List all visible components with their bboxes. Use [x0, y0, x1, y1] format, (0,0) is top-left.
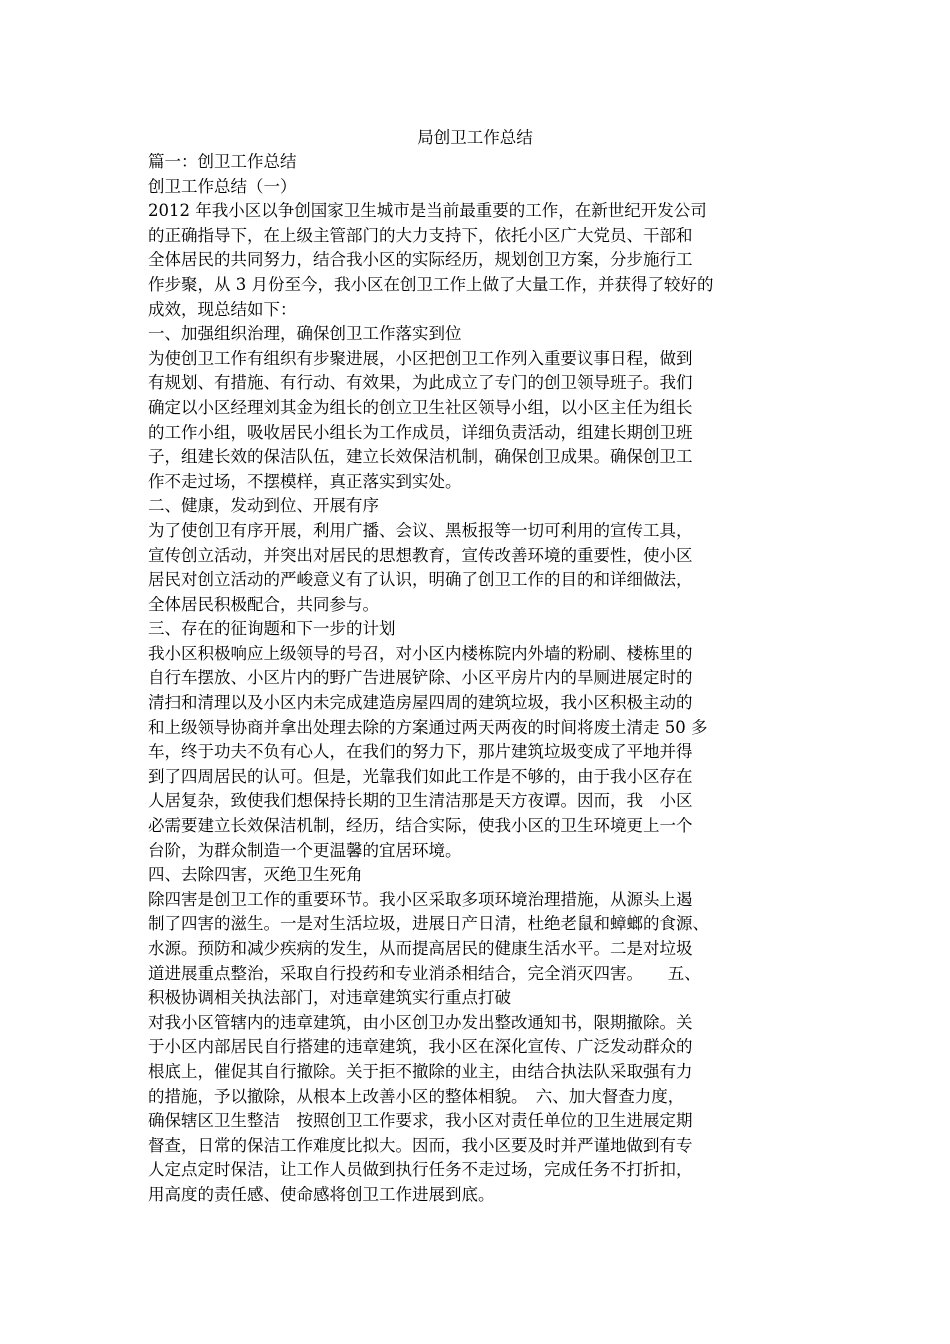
text-line: 篇一：创卫工作总结 [148, 152, 297, 171]
text-line: 清扫和清理以及小区内未完成建造房屋四周的建筑垃圾，我小区积极主动的 [148, 693, 693, 713]
text-line: 我小区积极响应上级领导的号召，对小区内楼栋院内外墙的粉刷、楼栋里的 [148, 643, 693, 663]
text-line: 积极协调相关执法部门，对违章建筑实行重点打破 [148, 988, 511, 1008]
text-line: 对我小区管辖内的违章建筑，由小区创卫办发出整改通知书，限期撤除。关 [148, 1012, 693, 1032]
text-line: 人定点定时保洁，让工作人员做到执行任务不走过场，完成任务不打折扣， [148, 1160, 693, 1180]
text-line: 人居复杂，致使我们想保持长期的卫生清洁那是天方夜谭。因而，我 小区 [148, 791, 693, 811]
text-line: 子，组建长效的保洁队伍，建立长效保洁机制，确保创卫成果。确保创卫工 [148, 447, 693, 467]
text-line: 四、去除四害，灭绝卫生死角 [148, 865, 363, 885]
text-line: 作步聚，从 3 月份至今，我小区在创卫工作上做了大量工作，并获得了较好的 [148, 274, 714, 294]
text-line: 的正确指导下，在上级主管部门的大力支持下，依托小区广大党员、干部和 [148, 225, 693, 245]
text-line: 三、存在的征询题和下一步的计划 [148, 619, 396, 639]
text-line: 全体居民积极配合，共同参与。 [148, 594, 379, 614]
text-line: 自行车摆放、小区片内的野广告进展铲除、小区平房片内的旱厕进展定时的 [148, 668, 693, 688]
text-line: 于小区内部居民自行搭建的违章建筑，我小区在深化宣传、广泛发动群众的 [148, 1037, 693, 1057]
text-line: 成效，现总结如下： [148, 299, 297, 319]
text-line: 根底上，催促其自行撤除。关于拒不撤除的业主，由结合执法队采取强有力 [148, 1061, 693, 1081]
text-line: 和上级领导协商并拿出处理去除的方案通过两天两夜的时间将废土清走 50 多 [148, 717, 708, 737]
text-line: 2012 年我小区以争创国家卫生城市是当前最重要的工作，在新世纪开发公司 [148, 201, 707, 221]
text-line: 到了四周居民的认可。但是，光靠我们如此工作是不够的，由于我小区存在 [148, 766, 693, 786]
text-line: 确保辖区卫生整洁 按照创卫工作要求，我小区对责任单位的卫生进展定期 [148, 1111, 693, 1131]
text-line: 有规划、有措施、有行动、有效果，为此成立了专门的创卫领导班子。我们 [148, 373, 693, 393]
text-line: 必需要建立长效保洁机制，经历，结合实际，使我小区的卫生环境更上一个 [148, 816, 693, 836]
text-line: 制了四害的滋生。一是对生活垃圾，进展日产日清，杜绝老鼠和蟑螂的食源、 [148, 914, 709, 934]
text-line: 宣传创立活动，并突出对居民的思想教育，宣传改善环境的重要性，使小区 [148, 545, 693, 565]
text-line: 车，终于功夫不负有心人，在我们的努力下，那片建筑垃圾变成了平地并得 [148, 742, 693, 762]
document-title: 局创卫工作总结 [417, 128, 533, 147]
text-line: 为使创卫工作有组织有步聚进展，小区把创卫工作列入重要议事日程，做到 [148, 348, 693, 368]
text-line: 的措施，予以撤除，从根本上改善小区的整体相貌。 六、加大督查力度， [148, 1086, 685, 1106]
text-line: 督查，日常的保洁工作难度比拟大。因而，我小区要及时并严谨地做到有专 [148, 1135, 693, 1155]
text-line: 全体居民的共同努力，结合我小区的实际经历，规划创卫方案，分步施行工 [148, 250, 693, 270]
text-line: 作不走过场，不摆模样，真正落实到实处。 [148, 471, 462, 491]
text-line: 一、加强组织治理，确保创卫工作落实到位 [148, 324, 462, 344]
text-line: 确定以小区经理刘其金为组长的创立卫生社区领导小组，以小区主任为组长 [148, 397, 693, 417]
text-line: 用高度的责任感、使命感将创卫工作进展到底。 [148, 1184, 495, 1204]
text-line: 二、健康，发动到位、开展有序 [148, 496, 379, 516]
text-line: 台阶，为群众制造一个更温馨的宜居环境。 [148, 840, 462, 860]
text-line: 除四害是创卫工作的重要环节。我小区采取多项环境治理措施，从源头上遏 [148, 889, 693, 909]
text-line: 道进展重点整治，采取自行投药和专业消杀相结合，完全消灭四害。 五、 [148, 963, 701, 983]
text-line: 创卫工作总结（一） [148, 176, 297, 196]
text-line: 居民对创立活动的严峻意义有了认识，明确了创卫工作的目的和详细做法， [148, 570, 693, 590]
document-body [148, 150, 804, 1208]
text-line: 水源。预防和减少疾病的发生，从而提高居民的健康生活水平。二是对垃圾 [148, 939, 693, 958]
text-line: 为了使创卫有序开展，利用广播、会议、黑板报等一切可利用的宣传工具， [148, 520, 693, 540]
text-line: 的工作小组，吸收居民小组长为工作成员，详细负责活动，组建长期创卫班 [148, 422, 693, 442]
